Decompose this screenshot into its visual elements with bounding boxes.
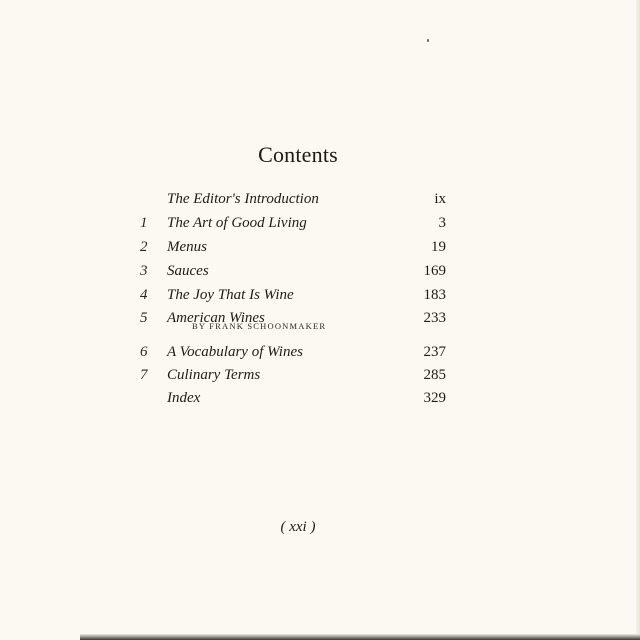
chapter-number: 2 (140, 239, 148, 255)
toc-entry-sauces (140, 260, 450, 282)
chapter-title: American Wines (167, 310, 265, 326)
toc-entry-vocabulary-of-wines (140, 341, 450, 363)
chapter-title: Sauces (167, 263, 209, 279)
chapter-number: 3 (140, 263, 148, 279)
chapter-title: A Vocabulary of Wines (167, 344, 303, 360)
chapter-number: 7 (140, 367, 148, 383)
page-folio: ( xxi ) (280, 519, 316, 535)
page-number: 19 (431, 239, 446, 255)
page-number: 169 (423, 263, 446, 279)
toc-entry-joy-that-is-wine (140, 284, 450, 306)
page-number: 237 (423, 344, 446, 360)
page-bottom-shadow (80, 634, 640, 640)
toc-entry-culinary-terms (140, 364, 450, 386)
toc-entry-menus (140, 236, 450, 258)
chapter-number: 6 (140, 344, 148, 360)
chapter-title: The Editor's Introduction (167, 191, 319, 207)
contents-heading: Contents (258, 142, 338, 167)
chapter-title: Culinary Terms (167, 367, 261, 383)
chapter-title: The Art of Good Living (167, 215, 307, 231)
chapter-number: 5 (140, 310, 148, 326)
page-number: 3 (438, 215, 446, 231)
chapter-title: Menus (167, 239, 207, 255)
toc-entry-index (140, 387, 450, 409)
page-number: 183 (423, 287, 446, 303)
page-number: 285 (423, 367, 446, 383)
author-byline: BY FRANK SCHOONMAKER (192, 321, 327, 331)
toc-entry-editors-introduction (140, 188, 450, 210)
chapter-title: The Joy That Is Wine (167, 287, 294, 303)
chapter-number: 1 (140, 215, 148, 231)
chapter-number: 4 (140, 287, 148, 303)
paper-speck (427, 39, 429, 42)
table-of-contents (140, 188, 450, 413)
page-number: 233 (423, 310, 446, 326)
page-number: ix (434, 191, 446, 207)
chapter-title: Index (167, 390, 201, 406)
page-edge (636, 0, 640, 640)
toc-entry-art-of-good-living (140, 212, 450, 234)
page-number: 329 (423, 390, 446, 406)
